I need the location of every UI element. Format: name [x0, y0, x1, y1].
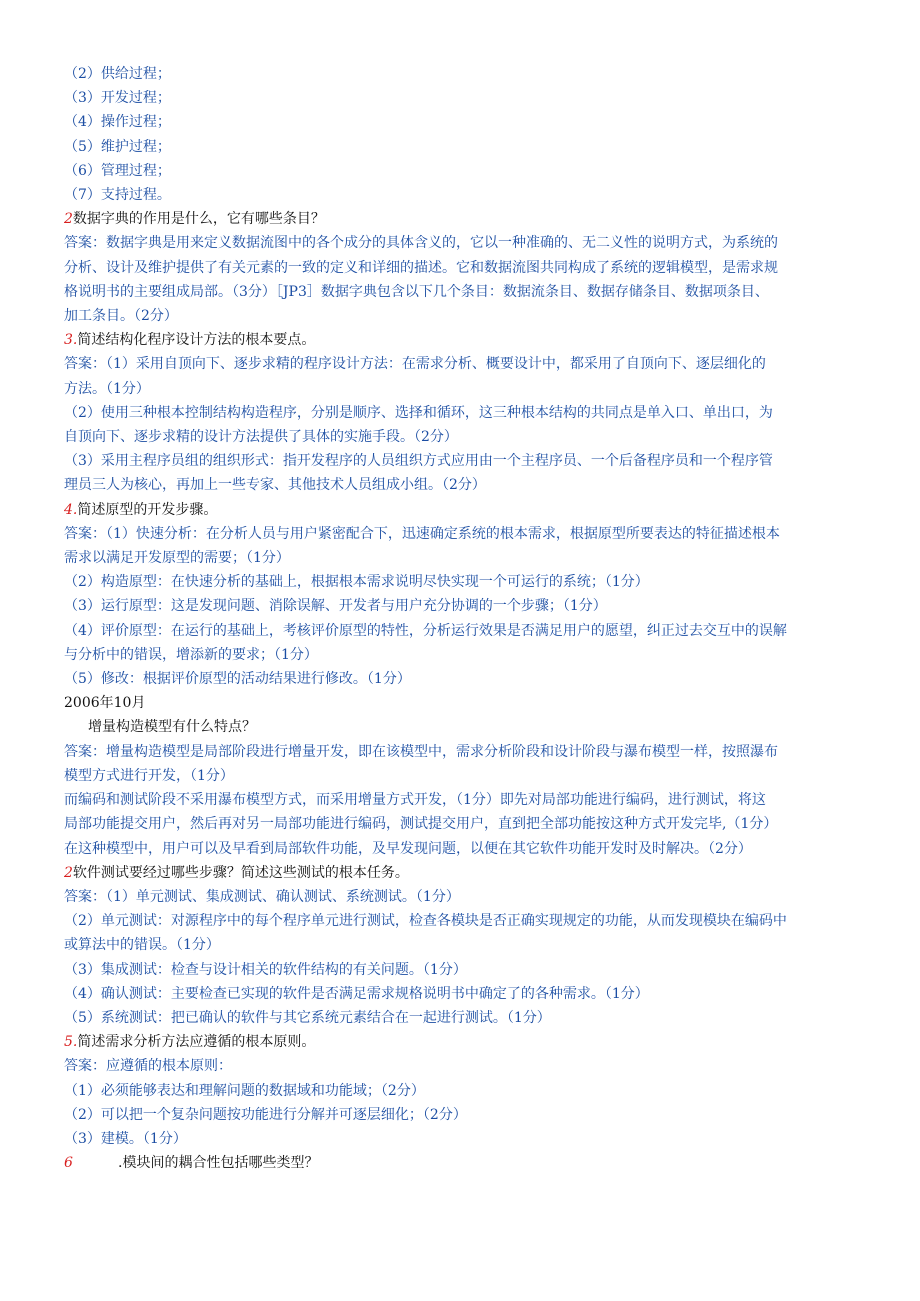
- list-item: （3）开发过程；: [64, 90, 171, 107]
- answer-line: （3）集成测试：检查与设计相关的软件结构的有关问题。（1分）: [64, 961, 467, 978]
- question-2: [64, 207, 864, 231]
- answer-line: 方法。（1分）: [64, 380, 150, 397]
- answer-line: （2）单元测试：对源程序中的每个程序单元进行测试，检查各模块是否正确实现规定的功能，从而发现模块在编码中: [64, 913, 787, 930]
- process-list: [64, 62, 864, 207]
- question-text: .模块间的耦合性包括哪些类型？: [118, 1155, 319, 1172]
- question-number: 6: [64, 1155, 73, 1172]
- answer-4: [64, 522, 864, 691]
- list-item: （2）供给过程；: [64, 66, 171, 82]
- list-item: （5）维护过程；: [64, 138, 171, 155]
- answer-3: [64, 352, 864, 497]
- answer-line: 加工条目。（2分）: [64, 308, 178, 325]
- answer-line: （3）建模。（1分）: [64, 1130, 187, 1147]
- answer-line: 答案：（1）单元测试、集成测试、确认测试、系统测试。（1分）: [64, 888, 460, 905]
- answer-line: 答案：数据字典是用来定义数据流图中的各个成分的具体含义的，它以一种准确的、无二义性的说明方式，为系统的: [64, 235, 778, 252]
- answer-line: （3）采用主程序员组的组织形式：指开发程序的人员组织方式应用由一个主程序员、一个后备程序员和一个程序管: [64, 453, 773, 470]
- question-1b: 增量构造模型有什么特点？: [88, 719, 256, 736]
- answer-line: （5）系统测试：把已确认的软件与其它系统元素结合在一起进行测试。（1分）: [64, 1009, 551, 1026]
- question-text: 数据字典的作用是什么，它有哪些条目？: [72, 211, 325, 228]
- answer-line: （4）确认测试：主要检查已实现的软件是否满足需求规格说明书中确定了的各种需求。（1分）: [64, 985, 649, 1002]
- answer-line: （3）运行原型：这是发现问题、消除误解、开发者与用户充分协调的一个步骤；（1分）: [64, 598, 607, 615]
- answer-5b: [64, 1054, 864, 1151]
- answer-line: 或算法中的错误。（1分）: [64, 937, 220, 954]
- answer-line: （1）必须能够表达和理解问题的数据域和功能域；（2分）: [64, 1082, 425, 1099]
- answer-line: 分析、设计及维护提供了有关元素的一致的定义和详细的描述。它和数据流图共同构成了系统的逻辑模型，是需求规: [64, 259, 778, 276]
- answer-line: 答案：增量构造模型是局部阶段进行增量开发，即在该模型中，需求分析阶段和设计阶段与瀑布模型一样，按照瀑布: [64, 743, 778, 760]
- answer-line: 答案：（1）快速分析：在分析人员与用户紧密配合下，迅速确定系统的根本需求，根据原型所要表达的特征描述根本: [64, 525, 780, 542]
- answer-line: 答案：应遵循的根本原则：: [64, 1058, 232, 1075]
- question-2b: [64, 861, 864, 885]
- answer-line: （2）使用三种根本控制结构构造程序，分别是顺序、选择和循环，这三种根本结构的共同点是单入口、单出口，为: [64, 404, 773, 421]
- answer-line: （4）评价原型：在运行的基础上，考核评价原型的特性，分析运行效果是否满足用户的愿望，纠正过去交互中的误解: [64, 622, 787, 639]
- document-page: [64, 62, 864, 1175]
- question-4: [64, 498, 864, 522]
- answer-line: 在这种模型中，用户可以及早看到局部软件功能，及早发现问题，以便在其它软件功能开发时及时解决。（2分）: [64, 840, 752, 857]
- question-3: [64, 328, 864, 352]
- question-number: 2: [64, 211, 73, 228]
- question-5b: [64, 1030, 864, 1054]
- question-text: 简述原型的开发步骤。: [77, 501, 218, 518]
- answer-line: 理员三人为核心，再加上一些专家、其他技术人员组成小组。（2分）: [64, 477, 486, 494]
- question-number: 3.: [64, 332, 78, 349]
- question-text: 软件测试要经过哪些步骤？简述这些测试的根本任务。: [72, 864, 409, 881]
- answer-line: （2）可以把一个复杂问题按功能进行分解并可逐层细化；（2分）: [64, 1106, 467, 1123]
- question-number: 2: [64, 864, 73, 881]
- answer-line: 与分析中的错误，增添新的要求；（1分）: [64, 646, 318, 663]
- answer-1b: [64, 740, 864, 861]
- answer-line: 局部功能提交用户，然后再对另一局部功能进行编码，测试提交用户，直到把全部功能按这种方式开发完毕,（1分）: [64, 816, 778, 833]
- answer-2: [64, 231, 864, 328]
- answer-line: 自顶向下、逐步求精的设计方法提供了具体的实施手段。（2分）: [64, 429, 458, 446]
- answer-line: 而编码和测试阶段不采用瀑布模型方式，而采用增量方式开发，（1分）即先对局部功能进行编码，进行测试，将这: [64, 792, 766, 809]
- list-item: （6）管理过程；: [64, 162, 171, 179]
- answer-line: 答案：（1）采用自顶向下、逐步求精的程序设计方法：在需求分析、概要设计中，都采用了自顶向下、逐层细化的: [64, 356, 766, 373]
- list-item: （7）支持过程。: [64, 187, 171, 204]
- answer-2b: [64, 885, 864, 1030]
- answer-line: 格说明书的主要组成局部。（3分）［JP3］数据字典包含以下几个条目：数据流条目、数据存储条目、数据项条目、: [64, 283, 769, 300]
- list-item: （4）操作过程；: [64, 114, 171, 131]
- answer-line: 需求以满足开发原型的需要；（1分）: [64, 550, 290, 567]
- question-text: 简述需求分析方法应遵循的根本原则。: [77, 1034, 316, 1051]
- section-year: 2006年10月: [64, 695, 146, 712]
- question-text: 简述结构化程序设计方法的根本要点。: [77, 332, 316, 349]
- question-6b: [64, 1151, 864, 1175]
- question-number: 4.: [64, 501, 78, 518]
- answer-line: （2）构造原型：在快速分析的基础上，根据根本需求说明尽快实现一个可运行的系统；（1分）: [64, 574, 649, 591]
- answer-line: 模型方式进行开发，（1分）: [64, 767, 234, 784]
- question-number: 5.: [64, 1034, 78, 1051]
- answer-line: （5）修改：根据评价原型的活动结果进行修改。（1分）: [64, 671, 411, 688]
